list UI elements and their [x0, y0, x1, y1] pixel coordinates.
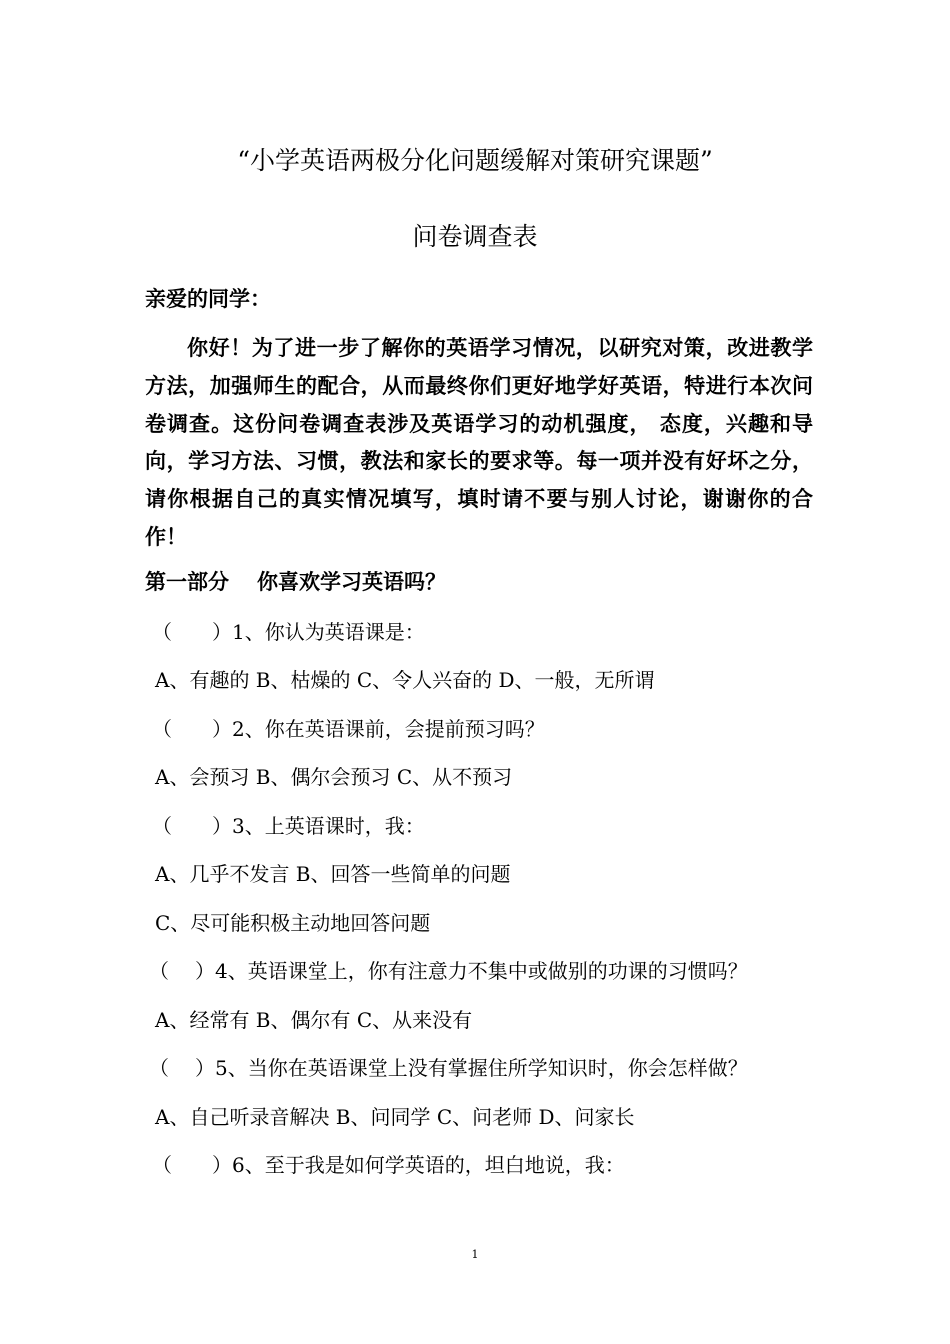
question-2 — [152, 714, 545, 744]
question-text: 1、你认为英语课是： — [232, 620, 425, 644]
answer-bracket-close: ） — [195, 1056, 215, 1080]
document-title: “小学英语两极分化问题缓解对策研究课题” — [237, 146, 713, 175]
section-heading — [145, 567, 446, 597]
answer-bracket-open: （ — [152, 814, 172, 838]
answer-bracket-open: （ — [152, 1153, 172, 1177]
question-1 — [152, 617, 425, 647]
answer-bracket-open: （ — [152, 717, 172, 741]
answer-bracket-open: （ — [149, 1056, 169, 1080]
question-text: 2、你在英语课前，会提前预习吗？ — [232, 717, 545, 741]
answer-bracket-open: （ — [152, 620, 172, 644]
answer-bracket-close: ） — [212, 717, 232, 741]
section-question: 你喜欢学习英语吗？ — [257, 570, 446, 594]
section-label: 第一部分 — [145, 570, 229, 594]
answer-bracket-close: ） — [195, 959, 215, 983]
question-1-options: A、有趣的 B、枯燥的 C、令人兴奋的 D、一般，无所谓 — [155, 668, 655, 692]
salutation: 亲爱的同学： — [145, 287, 271, 311]
question-5-options: A、自己听录音解决 B、问同学 C、问老师 D、问家长 — [155, 1105, 635, 1129]
page-number: 1 — [471, 1248, 479, 1261]
answer-bracket-close: ） — [212, 1153, 232, 1177]
question-3-options: C、尽可能积极主动地回答问题 — [155, 911, 431, 935]
question-3-options: A、几乎不发言 B、回答一些简单的问题 — [155, 862, 511, 886]
question-text: 3、上英语课时，我： — [232, 814, 425, 838]
answer-bracket-close: ） — [212, 620, 232, 644]
question-text: 6、至于我是如何学英语的，坦白地说，我： — [232, 1153, 625, 1177]
question-2-options: A、会预习 B、偶尔会预习 C、从不预习 — [155, 765, 513, 789]
question-4-options: A、经常有 B、偶尔有 C、从来没有 — [155, 1008, 473, 1032]
answer-bracket-close: ） — [212, 814, 232, 838]
intro-paragraph: 你好！为了进一步了解你的英语学习情况，以研究对策，改进教学方法，加强师生的配合，从而最终你们更好地学好英语，特进行本次问卷调查。这份问卷调查表涉及英语学习的动机强度， 态度，兴趣和导向，学习方法、习惯，教法和家长的要求等。每一项并没有好坏之分，请你根据自己的真实情况填写，填时请不要与别人讨论，谢谢你的合作！ — [145, 336, 813, 549]
question-6 — [152, 1150, 625, 1180]
answer-bracket-open: （ — [149, 959, 169, 983]
document-subtitle: 问卷调查表 — [412, 222, 538, 251]
question-5 — [149, 1053, 748, 1083]
question-4 — [149, 956, 748, 986]
question-3 — [152, 811, 425, 841]
question-text: 5、当你在英语课堂上没有掌握住所学知识时，你会怎样做？ — [215, 1056, 748, 1080]
question-text: 4、英语课堂上，你有注意力不集中或做别的功课的习惯吗？ — [215, 959, 748, 983]
